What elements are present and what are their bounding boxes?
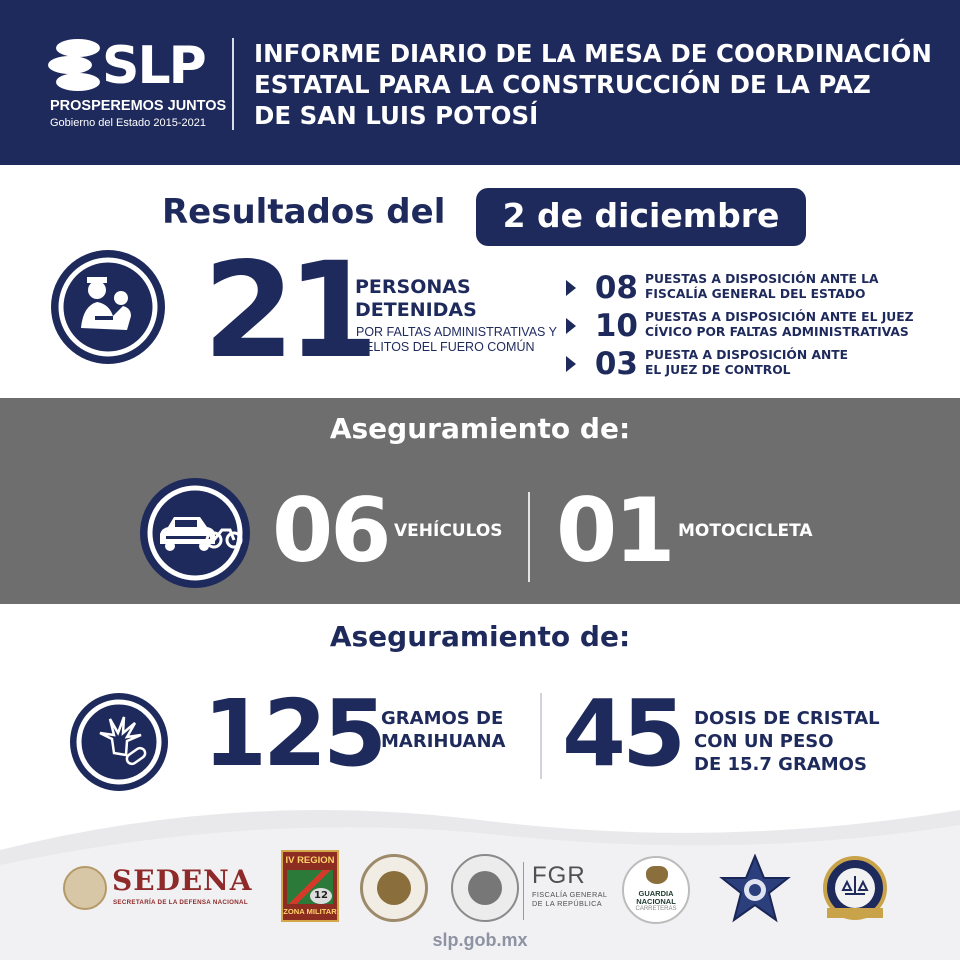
slp-logo — [48, 34, 227, 134]
website-link[interactable]: slp.gob.mx — [432, 930, 528, 950]
mexico-coat-of-arms-icon — [63, 866, 107, 910]
detained-label-line: PERSONAS — [355, 276, 471, 298]
disposition-count: 08 — [594, 270, 638, 306]
report-title-line: INFORME DIARIO DE LA MESA DE COORDINACIÓN — [254, 39, 932, 68]
logo-tagline: PROSPEREMOS JUNTOS — [50, 98, 227, 114]
zone-label: ZONA MILITAR — [283, 907, 337, 916]
vehicles-section-title: Aseguramiento de: — [329, 412, 631, 445]
cannabis-pill-icon — [70, 693, 168, 791]
disposition-count: 03 — [594, 346, 638, 382]
doses-label-line: DE 15.7 GRAMOS — [694, 754, 867, 775]
disposition-text — [645, 348, 848, 378]
grams-label-line: MARIHUANA — [381, 731, 506, 752]
disposition-text-line: PUESTAS A DISPOSICIÓN ANTE EL JUEZ — [645, 310, 914, 324]
header-banner — [0, 0, 960, 165]
motorcycle-label: MOTOCICLETA — [678, 521, 813, 541]
doses-label — [694, 707, 880, 776]
fgr-logo — [523, 862, 608, 920]
drugs-section-title: Aseguramiento de: — [329, 620, 631, 653]
eagle-icon — [468, 871, 502, 905]
disposition-text-line: PUESTAS A DISPOSICIÓN ANTE LA — [645, 272, 879, 286]
doses-label-line: CON UN PESO — [694, 731, 834, 752]
disposition-text-line: CÍVICO POR FALTAS ADMINISTRATIVAS — [645, 325, 909, 339]
detained-label-line: DETENIDAS — [355, 299, 477, 321]
fgr-subtitle-line: DE LA REPÚBLICA — [532, 899, 603, 908]
detained-sub-line: POR FALTAS ADMINISTRATIVAS Y — [356, 325, 557, 339]
detained-sublabel — [356, 325, 557, 355]
doses-label-line: DOSIS DE CRISTAL — [694, 708, 880, 729]
arrow-right-icon — [566, 318, 576, 334]
report-title-line: DE SAN LUIS POTOSÍ — [254, 101, 539, 130]
grams-label — [381, 707, 505, 753]
partner-logos — [0, 850, 960, 930]
arrow-right-icon — [566, 280, 576, 296]
sedena-logo: SEDENA — [112, 864, 253, 897]
police-star-badge-icon — [718, 854, 792, 926]
region-number: 12 — [310, 888, 332, 904]
arrow-right-icon — [566, 356, 576, 372]
header-divider — [232, 38, 234, 130]
fgr-subtitle-line: FISCALÍA GENERAL — [532, 890, 608, 899]
date-badge: 2 de diciembre — [476, 188, 806, 246]
vehicles-label: VEHÍCULOS — [394, 521, 503, 541]
disposition-text-line: FISCALÍA GENERAL DEL ESTADO — [645, 287, 866, 301]
disposition-text — [645, 310, 914, 340]
motorcycle-count: 01 — [556, 479, 673, 582]
eagle-icon — [377, 871, 411, 905]
vehicles-divider — [528, 492, 530, 582]
logo-wordmark: SLP — [102, 36, 205, 96]
detained-sub-line: DELITOS DEL FUERO COMÚN — [356, 340, 535, 354]
report-title — [254, 38, 944, 131]
fiscalia-estado-seal-icon — [817, 854, 893, 924]
vehicle-motorcycle-icon — [140, 478, 250, 588]
slp-pills-icon — [48, 38, 106, 94]
disposition-text — [645, 272, 879, 302]
detention-icon — [51, 250, 165, 364]
region-label: IV REGION — [285, 855, 335, 866]
doses-count: 45 — [562, 680, 683, 787]
vehicles-count: 06 — [272, 479, 389, 582]
guardia-nacional-seal-icon — [360, 854, 428, 922]
gnc-title — [624, 890, 688, 906]
grams-count: 125 — [203, 680, 384, 787]
detained-label — [355, 276, 477, 322]
gnc-title-line: GUARDIA — [638, 889, 674, 898]
sedena-subtitle: SECRETARÍA DE LA DEFENSA NACIONAL — [113, 899, 248, 906]
disposition-count: 10 — [594, 308, 638, 344]
gnc-subtitle: CARRETERAS — [635, 906, 677, 912]
gnc-title-line: NACIONAL — [636, 897, 676, 906]
fgr-acronym: FGR — [532, 862, 586, 889]
report-title-line: ESTATAL PARA LA CONSTRUCCIÓN DE LA PAZ — [254, 70, 871, 99]
disposition-text-line: EL JUEZ DE CONTROL — [645, 363, 791, 377]
drugs-divider — [540, 693, 542, 779]
logo-government: Gobierno del Estado 2015-2021 — [50, 117, 206, 129]
guardia-nacional-carreteras-logo — [622, 856, 690, 924]
estados-unidos-mexicanos-seal-icon — [451, 854, 519, 922]
results-label: Resultados del — [162, 192, 446, 232]
military-zone-badge — [281, 850, 339, 922]
disposition-text-line: PUESTA A DISPOSICIÓN ANTE — [645, 348, 849, 362]
grams-label-line: GRAMOS DE — [381, 708, 504, 729]
eagle-icon — [646, 866, 668, 884]
detained-count: 21 — [203, 234, 371, 388]
